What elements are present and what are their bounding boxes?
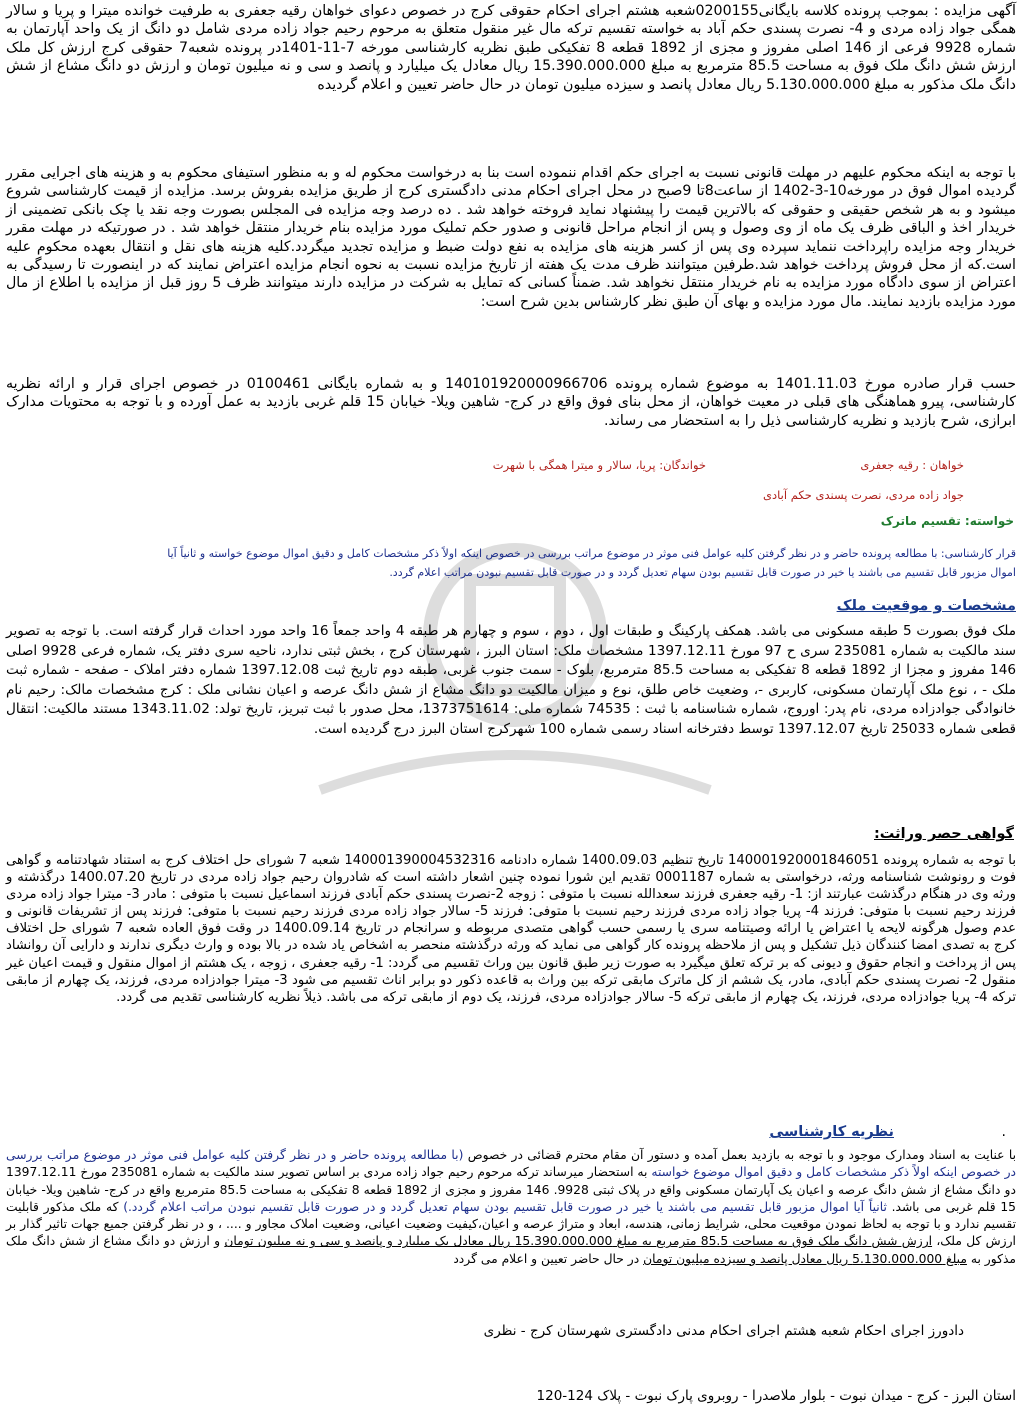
footer-address: استان البرز - کرج - میدان نبوت - بلوار ملاصدرا - روبروی پارک نبوت - پلاک 124-120 (536, 1388, 1016, 1404)
property-heading: مشخصات و موقعیت ملک (836, 598, 1016, 614)
expert-bullet: . (1001, 1124, 1006, 1140)
expert-text-1b: (با مطالعه پرونده حاضر و در نظر گرفتن کلیه عوامل فنی موثر در موضوع مراتب بررسی در خصوص اینکه اولاً ذکر مشخصات کامل و دقیق اموال موضوع خواسته (6, 1148, 1016, 1180)
expert-heading (769, 1124, 894, 1140)
expert-text-3: که ملک مذکور قابلیت تقسیم ندارد و با توجه به لحاظ نمودن موقعیت محلی، شرایط زمانی، هندسه، ابعاد و متراژ عرصه و اعیان،کیفیت وضعیت اعیانی، وضعیت املاک مجاور و .... ، و در نظر گرفتن جمیع جهات تاثیر گذار بر ارزش کل ملک، (6, 1199, 1016, 1249)
notice-paragraph-intro: آگهی مزایده : بموجب پرونده کلاسه بایگانی0200155شعبه هشتم اجرای احکام حقوقی کرج در خصوص دعوای خواهان رقیه جعفری به طرفیت خوانده میترا و پریا و سالار همگی جواد زاده مردی و 4- نصرت پسندی حکم آباد به خواسته تقسیم ترکه مال غیر منقول متعلق به مرحوم رحیم جواد زاده مردی شامل دو دانگ از یک واحد آپارتمان به شماره 9928 فرعی از 146 اصلی مفروز و مجزی از 1892 قطعه 8 تفکیکی طبق نظریه کارشناسی مورخه 7-11-1401در پرونده شعبه7 حقوقی کرج ارزش کل ملک ارزش شش دانگ ملک فوق به مساحت 85.5 مترمربع به مبلغ 15.390.000.000 ریال معادل یک میلیارد و پانصد و سی و نه میلیون تومان و ارزش دو دانگ مشاع از شش دانگ ملک مذکور به مبلغ 5.130.000.000 ریال معادل پانصد و سیزده میلیون تومان در حال حاضر تعیین و اعلام گردیده (6, 3, 1017, 93)
expert-text-4: و ارزش دو دانگ مشاع از شش دانگ ملک مذکور به (6, 1234, 1016, 1266)
notice-paragraph-conditions: با توجه به اینکه محکوم علیهم در مهلت قانونی نسبت به اجرای حکم اقدام ننموده است بنا به درخواست محکوم له و به منظور استیفای محکوم به و هزینه های اجرایی مقرر گردیده اموال فوق در مورخه10-3-1402 از ساعت8تا 9صبح در محل اجرای احکام مدنی دادگستری کرج از طریق مزایده بفروش برسد. مزایده از قیمت کارشناسی شروع میشود و به هر شخص حقیقی و حقوقی که بالاترین قیمت را پیشنهاد نماید فروخته خواهد شد . ده درصد وجه مزایده فی المجلس بصورت وجه نقد یا چک بانکی تضمینی از خریدار اخذ و الباقی ظرف یک ماه از وی وصول و پس از انجام مراحل قانونی و صدور حکم تملیک مورد مزایده بنام خریدار منتقل خواهد شد . در صورتیکه در مهلت مقرر خریدار وجه مزایده راپرداخت ننماید سپرده وی پس از کسر هزینه های مزایده به نفع دولت ضبط و مزایده تجدید میگردد.کلیه هزینه های نقل و انتقال بعهده محکوم علیه است.که از محل فروش پرداخت خواهد شد.طرفین میتوانند ظرف مدت یک هفته از تاریخ مزایده نسبت به نحوه انجام مزایده اعتراض نمایند که در اینصورت تا رسیدگی به اعتراض از سوی دادگاه مورد مزایده به نام خریدار منتقل نخواهد شد. ضمناً کسانی که تمایل به شرکت در مزایده دارند میتوانند ظرف 5 روز قبل از مزایده با اطلاع از مال مورد مزایده بازدید نمایند. مال مورد مزایده و بهای آن طبق نظر کارشناس بدین شرح است: (6, 165, 1017, 310)
expert-text-2: به استحضار میرساند ترکه مرحوم رحیم جواد زاده مردی بر اساس تصویر سند مالکیت به شماره 235081 مورخ 1397.12.11 دو دانگ مشاع از شش دانگ عرصه و اعیان یک آپارتمان مسکونی واقع در پلاک ثبتی 9928. 146 مفروز و مجزی از 1892 قطعه 8 تفکیکی به مساحت 85.5 مترمربع واقع در کرج- شاهین ویلا- خیابان 15 قلم غربی می باشد. (6, 1165, 1016, 1214)
property-text: ملک فوق بصورت 5 طبقه مسکونی می باشد. همکف پارکینگ و طبقات اول ، دوم ، سوم و چهارم هر طبقه 4 واحد جمعاً 16 واحد مورد احداث قرار گرفته است. با توجه به تصویر سند مالکیت به شماره 235081 سری ح 97 مورخ 1397.12.11 مشخصات ملک: استان البرز ، شهرستان کرج ، بخش ثبتی ندارد، ناحیه سری دفتر یک، شماره فرعی 9928 اصلی 146 مفروز و مجزا از 1892 قطعه 8 تفکیکی به مساحت 85.5 مترمربع، بلوک - سمت جنوب غربی، طبقه دوم تاریخ ثبت 1397.12.08 شماره دفتر املاک - صفحه - شماره ثبت ملک - ، نوع ملک آپارتمان مسکونی، کاربری -، وضعیت خاص طلق، نوع و میزان مالکیت دو دانگ مشاع از شش دانگ عرصه و اعیان نشانی ملک : کرج مشخصات مالک: رحیم نام خانوادگی جوادزاده مردی، نام پدر: اوروج، شماره شناسنامه با ثبت : 74535 شماره ملی: 1373751614، محل صدور با ثبت تبریز، تاریخ تولد: 1343.11.02 مستند مالکیت: انتقال قطعی شماره 25033 تاریخ 1397.12.07 توسط دفترخانه اسناد رسمی شماره 100 شهرکرج استان البرز درج گردیده است. (6, 623, 1017, 737)
defendants-label: خواندگان: پریا، سالار و میترا همگی با شهرت (492, 458, 706, 472)
expert-text-2b: ثانیاً آیا اموال مزبور قابل تقسیم می باشند یا خیر در صورت قابل تقسیم بودن سهام تعدیل گردد و در صورت قابل تقسیم نبودن مراتب اعلام گردد.) (123, 1199, 887, 1214)
defendants-names: جواد زاده مردی، نصرت پسندی حکم آبادی (763, 488, 964, 502)
expert-text-1: با عنایت به اسناد ومدارک موجود و با توجه به بازدید بعمل آمده و دستور آن مقام محترم قضائی در خصوص (467, 1148, 1016, 1162)
expert-text-3u: ارزش شش دانگ ملک فوق به مساحت 85.5 مترمربع به مبلغ 15.390.000.000 ریال معادل یک میلیارد و پانصد و سی و نه میلیون تومان (224, 1234, 933, 1249)
plaintiff-label: خواهان : رقیه جعفری (860, 458, 964, 472)
expert-text-4e: در حال حاضر تعیین و اعلام می گردد (453, 1251, 640, 1266)
order-line-2: اموال مزبور قابل تقسیم می باشند یا خیر در صورت قابل تقسیم بودن سهام تعدیل گردد و در صورت قابل تقسیم نبودن مراتب اعلام گردد. (389, 566, 1016, 579)
request-label: خواسته: تقسیم ماترک (880, 514, 1014, 528)
order-line-1: قرار کارشناسی: با مطالعه پرونده حاضر و در نظر گرفتن کلیه عوامل فنی موثر در موضوع مراتب بررسی در خصوص اینکه اولاً ذکر مشخصات کامل و دقیق اموال موضوع خواسته و ثانیاً آیا (167, 547, 1016, 560)
expert-text-4u: مبلغ 5.130.000.000 ریال معادل پانصد و سیزده میلیون تومان (643, 1251, 967, 1266)
inheritance-heading: گواهی حصر وراثت: (874, 826, 1014, 842)
notice-paragraph-order: حسب قرار صادره مورخ 1401.11.03 به موضوع شماره پرونده 140101920000966706 و به شماره بایگانی 0100461 در خصوص اجرای قرار و ارائه نظریه کارشناسی، پیرو هماهنگی های قبلی در معیت خواهان، از محل بنای فوق واقع در کرج- شاهین ویلا- خیابان 15 قلم غربی بازدید به عمل آورده و با توجه به محتویات مدارک ابرازی، شرح بازدید و نظریه کارشناسی ذیل را به استحضار می رساند. (6, 376, 1016, 429)
expert-heading-text: نظریه کارشناسی (769, 1124, 894, 1140)
inheritance-text: با توجه به شماره پرونده 140001920001846051 تاریخ تنظیم 1400.09.03 شماره دادنامه 140001390004532316 شعبه 7 شورای حل اختلاف کرج به استناد شهادتنامه و گواهی فوت و رونوشت شناسنامه ورثه، درخواستی به شماره 0001187 تقدیم این شورا نموده چنین اشعار داشته است که شادروان رحیم جواد زاده مردی در تاریخ 1400.07.20 درگذشته و ورثه وی در هنگام درگذشت عبارتند از: 1- رقیه جعفری فرزند سعدالله نسبت با متوفی : زوجه 2-نصرت پسندی حکم آبادی فرزند اسماعیل نسبت با متوفی : مادر 3- میترا جواد زاده مردی فرزند رحیم نسبت با متوفی: فرزند 4- پریا جواد زاده مردی فرزند رحیم نسبت با متوفی: فرزند 5- سالار جواد زاده مردی فرزند رحیم نسبت با متوفی: فرزند پس از تشریفات قانونی و عدم وصول هرگونه لایحه یا اعتراض یا ارائه وصیتنامه سری یا رسمی حسب گواهی متصدی مربوطه و سرانجام در تاریخ 1400.09.14 در وقت فوق العاده شعبه 7 شورای حل اختلاف کرج به تصدی امضا کنندگان ذیل تشکیل و پس از ملاحظه پرونده کار گواهی می نماید که ورثه درگذشته منحصر به اشخاص یاد شده در بالا بوده و وارث دیگری ندارند و دارایی آن روانشاد پس از پرداخت و انجام حقوق و دیونی که بر ترکه تعلق میگیرد به صورت زیر طبق قانون بین وراث تقسیم می گردد: 1- رقیه جعفری ، زوجه ، یک هشتم از اموال منقول و قیمت اعیان غیر منقول 2- نصرت پسندی حکم آبادی، مادر، یک ششم از کل ماترک مابقی ترکه بین وراث به قاعده ذکور دو برابر اناث تقسیم می شود 3- میترا جوادزاده مردی، فرزند، یک چهارم از مابقی ترکه 4- پریا جوادزاده مردی، فرزند، یک چهارم از مابقی ترکه 5- سالار جوادزاده مردی، فرزند، یک دوم از مابقی ترکه می باشد. ذیلاً نظریه کارشناسی تقدیم می گردد. (6, 853, 1017, 1005)
expert-text (6, 1147, 1016, 1268)
footer-signature: دادورز اجرای احکام شعبه هشتم اجرای احکام مدنی دادگستری شهرستان کرج - نظری (483, 1323, 964, 1339)
